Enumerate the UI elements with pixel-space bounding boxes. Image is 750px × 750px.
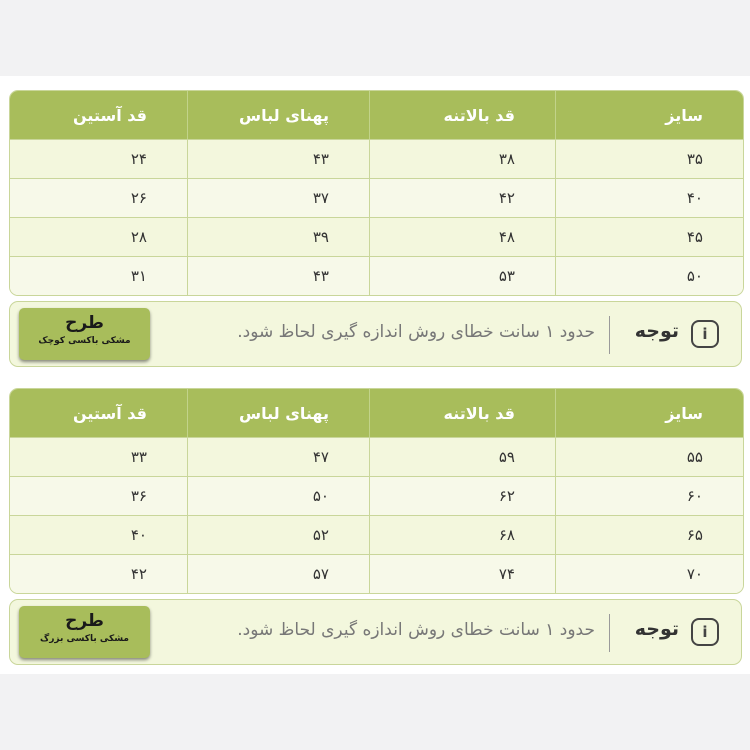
header-sleeve-length: قد آستین <box>73 105 147 125</box>
note-text: حدود ۱ سانت خطای روش اندازه گیری لحاظ شود. <box>237 322 595 342</box>
table-header <box>10 389 743 437</box>
cell-width: ۳۹ <box>187 218 369 256</box>
cell-size: ۷۰ <box>555 555 743 593</box>
note-divider <box>609 614 610 652</box>
cell-size: ۵۰ <box>555 257 743 295</box>
header-size: سایز <box>555 389 743 437</box>
cell-sleeve-length: ۲۴ <box>130 150 147 168</box>
badge-subtitle: مشکی باکسی بزرگ <box>40 634 129 644</box>
cell-width: ۴۷ <box>187 438 369 476</box>
cell-width: ۳۷ <box>187 179 369 217</box>
table-row <box>10 554 743 593</box>
cell-body-length: ۵۹ <box>369 438 555 476</box>
cell-body-length: ۶۸ <box>369 516 555 554</box>
table-row <box>10 515 743 554</box>
table-header <box>10 91 743 139</box>
cell-width: ۴۳ <box>187 140 369 178</box>
table-row <box>10 256 743 295</box>
cell-width: ۴۳ <box>187 257 369 295</box>
header-body-length: قد بالاتنه <box>369 389 555 437</box>
cell-body-length: ۳۸ <box>369 140 555 178</box>
header-width: پهنای لباس <box>187 91 369 139</box>
cell-body-length: ۵۳ <box>369 257 555 295</box>
header-width: پهنای لباس <box>187 389 369 437</box>
badge-title: طرح <box>65 611 104 631</box>
cell-size: ۴۵ <box>555 218 743 256</box>
size-table-large <box>9 388 744 594</box>
badge-title: طرح <box>65 313 104 333</box>
cell-sleeve-length: ۴۲ <box>130 565 147 583</box>
table-row <box>10 139 743 178</box>
cell-size: ۴۰ <box>555 179 743 217</box>
note-text: حدود ۱ سانت خطای روش اندازه گیری لحاظ شود. <box>237 620 595 640</box>
note-title: توجه <box>634 618 679 640</box>
cell-sleeve-length: ۴۰ <box>130 526 147 544</box>
size-chart-sheet <box>0 76 750 674</box>
cell-size: ۶۵ <box>555 516 743 554</box>
cell-body-length: ۶۲ <box>369 477 555 515</box>
note-divider <box>609 316 610 354</box>
cell-sleeve-length: ۲۶ <box>130 189 147 207</box>
table-row <box>10 437 743 476</box>
note-title: توجه <box>634 320 679 342</box>
note-box <box>9 599 742 665</box>
size-table-small <box>9 90 744 296</box>
info-icon: i <box>691 320 719 348</box>
cell-size: ۵۵ <box>555 438 743 476</box>
header-size: سایز <box>555 91 743 139</box>
cell-sleeve-length: ۳۶ <box>130 487 147 505</box>
cell-body-length: ۷۴ <box>369 555 555 593</box>
cell-width: ۵۷ <box>187 555 369 593</box>
cell-size: ۶۰ <box>555 477 743 515</box>
table-row <box>10 217 743 256</box>
cell-width: ۵۲ <box>187 516 369 554</box>
cell-width: ۵۰ <box>187 477 369 515</box>
header-sleeve-length: قد آستین <box>73 403 147 423</box>
table-row <box>10 476 743 515</box>
cell-sleeve-length: ۳۳ <box>130 448 147 466</box>
note-box <box>9 301 742 367</box>
cell-body-length: ۴۲ <box>369 179 555 217</box>
cell-sleeve-length: ۲۸ <box>130 228 147 246</box>
header-body-length: قد بالاتنه <box>369 91 555 139</box>
badge-subtitle: مشکی باکسی کوچک <box>38 336 131 346</box>
cell-size: ۳۵ <box>555 140 743 178</box>
cell-body-length: ۴۸ <box>369 218 555 256</box>
info-icon: i <box>691 618 719 646</box>
cell-sleeve-length: ۳۱ <box>130 267 147 285</box>
table-row <box>10 178 743 217</box>
design-badge <box>19 308 150 360</box>
design-badge <box>19 606 150 658</box>
